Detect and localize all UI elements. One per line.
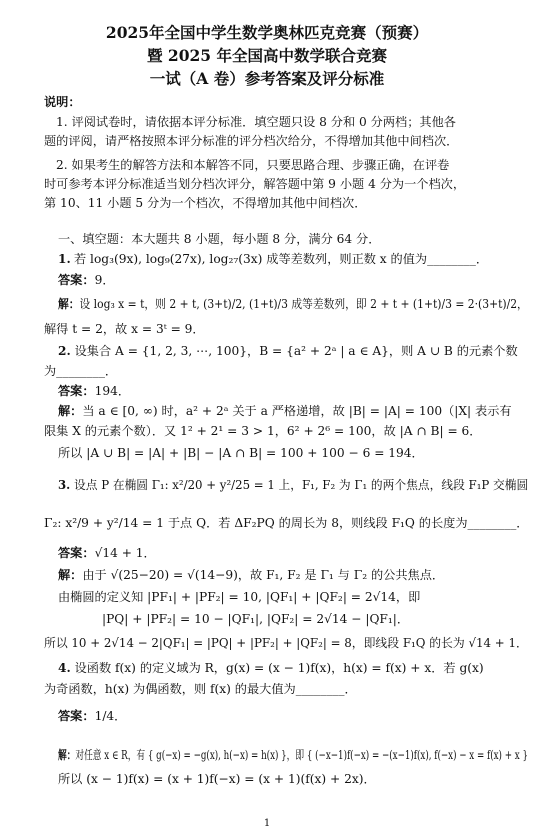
problem-number: 1. — [58, 252, 71, 266]
solution-label: 解： — [58, 748, 76, 762]
solution-text: 设 log₃ x = t，则 2 + t, (3+t)/2, (1+t)/3 成等差数列，即 2 + t + (1+t)/3 = 2·(3+t)/2， — [79, 297, 528, 311]
problem-2-statement-line-2: 为________． — [44, 364, 118, 378]
problem-1-solution-line-1 — [58, 297, 528, 312]
note-1-line-2: 题的评阅，请严格按照本评分标准的评分档次给分，不得增加其他中间档次． — [44, 134, 459, 148]
problem-number: 3. — [58, 478, 71, 492]
statement-text: 设函数 f(x) 的定义域为 R，g(x) = (x − 1)f(x)，h(x) = f(x) + x．若 g(x) — [74, 661, 484, 675]
note-2-line-2: 时可参考本评分标准适当划分档次评分，解答题中第 9 小题 4 分为一个档次， — [44, 177, 466, 191]
answer-value: 194． — [94, 384, 131, 398]
answer-label: 答案： — [58, 546, 95, 560]
notes-heading: 说明： — [44, 95, 81, 109]
note-1-line-1: 1. 评阅试卷时，请依据本评分标准．填空题只设 8 分和 0 分两档；其他各 — [56, 115, 456, 129]
problem-4-statement-line-2: 为奇函数，h(x) 为偶函数，则 f(x) 的最大值为________． — [44, 682, 357, 696]
problem-2-solution-line-2: 限集 X 的元素个数）．又 1² + 2¹ = 3 > 1，6² + 2⁶ = 100，故 |A ∩ B| = 6． — [44, 424, 482, 438]
solution-text: 对任意 x ∈ R，有 { g(−x) = −g(x), h(−x) = h(x) }，即 { (−x−1)f(−x) = −(x−1)f(x), f(−x) − x = f(x) + x } — [75, 748, 528, 762]
solution-label: 解： — [58, 297, 80, 311]
problem-4-statement-line-1 — [58, 661, 484, 676]
problem-4-answer — [58, 709, 126, 724]
statement-text: 设点 P 在椭圆 Γ₁: x²/20 + y²/25 = 1 上，F₁, F₂ 为 Γ₁ 的两个焦点，线段 F₁P 交椭圆 — [73, 478, 529, 492]
solution-text: 由于 √(25−20) = √(14−9)，故 F₁, F₂ 是 Γ₁ 与 Γ₂ 的公共焦点． — [82, 568, 445, 582]
problem-3-answer — [58, 546, 156, 561]
problem-1-number — [58, 252, 71, 267]
answer-label: 答案： — [58, 384, 95, 398]
problem-number: 4. — [58, 661, 71, 675]
title-line-1: 2025年全国中学生数学奥林匹克竞赛（预赛） — [105, 23, 429, 42]
statement-text: 设集合 A = {1, 2, 3, ⋯, 100}，B = {a² + 2ᵃ | a ∈ A}，则 A ∪ B 的元素个数 — [74, 344, 518, 358]
problem-2-statement-line-1 — [58, 344, 518, 359]
solution-text: 当 a ∈ [0, ∞) 时，a² + 2ᵃ 关于 a 严格递增，故 |B| = |A| = 100（|X| 表示有 — [82, 404, 512, 418]
answer-value: √14 + 1． — [94, 546, 156, 560]
answer-label: 答案： — [58, 709, 95, 723]
answer-value: 1/4． — [94, 709, 127, 723]
solution-label: 解： — [58, 568, 83, 582]
problem-2-solution-line-3: 所以 |A ∪ B| = |A| + |B| − |A ∩ B| = 100 + 100 − 6 = 194． — [58, 446, 424, 460]
answer-label: 答案： — [58, 273, 95, 287]
title-line-3: 一试（A 卷）参考答案及评分标准 — [149, 69, 385, 88]
problem-1-solution-line-2: 解得 t = 2，故 x = 3ᵗ = 9． — [44, 322, 205, 336]
problem-3-solution-line-4: 所以 10 + 2√14 − 2|QF₁| = |PQ| + |PF₂| + |QF₂| = 8，即线段 F₁Q 的长为 √14 + 1． — [44, 636, 528, 650]
problem-3-solution-line-2: 由椭圆的定义知 |PF₁| + |PF₂| = 10, |QF₁| + |QF₂| = 2√14，即 — [58, 590, 421, 604]
note-2-line-3: 第 10、11 小题 5 分为一个档次，不得增加其他中间档次． — [44, 196, 367, 210]
problem-number: 2. — [58, 344, 71, 358]
title-line-2: 暨 2025 年全国高中数学联合竞赛 — [147, 46, 387, 65]
problem-1-statement: 若 log₃(9x), log₉(27x), log₂₇(3x) 成等差数列，则正数 x 的值为________． — [74, 252, 489, 266]
problem-2-solution-line-1 — [58, 404, 512, 419]
note-2-line-1: 2. 如果考生的解答方法和本解答不同，只要思路合理、步骤正确，在评卷 — [56, 158, 450, 172]
answer-value: 9． — [94, 273, 115, 287]
problem-3-statement-line-1 — [58, 478, 528, 493]
solution-label: 解： — [58, 404, 83, 418]
problem-4-solution-line-1 — [58, 748, 528, 763]
page-number: 1 — [263, 818, 271, 829]
problem-1-answer — [58, 273, 115, 288]
problem-3-solution-line-3: |PQ| + |PF₂| = 10 − |QF₁|, |QF₂| = 2√14 − |QF₁|． — [102, 612, 410, 626]
problem-3-statement-line-2: Γ₂: x²/9 + y²/14 = 1 于点 Q．若 ΔF₂PQ 的周长为 8，则线段 F₁Q 的长度为________． — [44, 516, 529, 530]
problem-2-answer — [58, 384, 130, 399]
problem-4-solution-line-2: 所以 (x − 1)f(x) = (x + 1)f(−x) = (x + 1)(f(x) + 2x)． — [58, 772, 376, 786]
section-heading: 一、填空题：本大题共 8 小题，每小题 8 分，满分 64 分． — [58, 232, 381, 246]
problem-3-solution-line-1 — [58, 568, 444, 583]
